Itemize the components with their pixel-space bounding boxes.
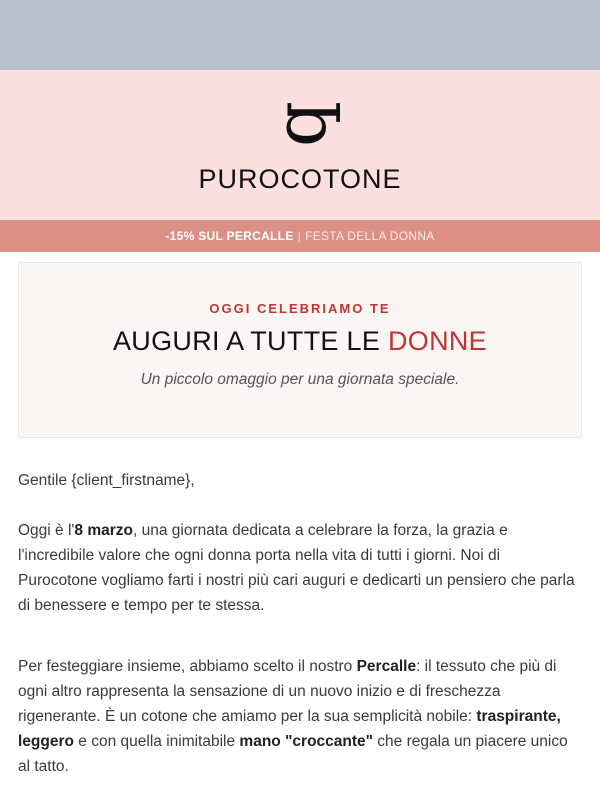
text: : il tessuto che più di ogni altro rappresenta la sensazione di un nuovo inizio e di freschezza rigenerante. È un cotone che amiamo per la sua semplicità nobile: <box>18 658 557 725</box>
product-highlight: Percalle <box>356 658 417 675</box>
hero-title <box>113 326 487 357</box>
paragraph-intro <box>18 518 582 618</box>
text: Per festeggiare insieme, abbiamo scelto il nostro <box>18 658 357 675</box>
text: che regala un piacere unico al tatto. <box>18 733 568 775</box>
text: Oggi è l' <box>18 522 75 539</box>
greeting: Gentile {client_firstname}, <box>18 472 195 489</box>
promo-occasion: FESTA DELLA DONNA <box>305 229 435 243</box>
date-highlight: 8 marzo <box>74 522 133 539</box>
top-bar <box>0 0 600 70</box>
hero-subtitle: Un piccolo omaggio per una giornata speciale. <box>140 371 460 388</box>
hero-title-accent: DONNE <box>387 326 487 356</box>
paragraph-percalle <box>18 654 582 779</box>
hero-title-main: AUGURI A TUTTE LE <box>113 326 381 356</box>
hero-eyebrow: OGGI CELEBRIAMO TE <box>209 301 391 316</box>
feature-highlight: traspirante, leggero <box>18 708 561 750</box>
email-body <box>0 468 600 779</box>
text: , una giornata dedicata a celebrare la forza, la grazia e l'incredibile valore che ogni donna porta nella vita di tutti i giorni. Noi di Purocotone vogliamo farti i nostri più cari auguri e dedicarti un pensiero che parla di benessere e tempo per te stessa. <box>18 522 575 614</box>
brand-name[interactable]: PUROCOTONE <box>198 164 402 194</box>
promo-banner[interactable] <box>0 220 600 252</box>
brand-logo-icon[interactable] <box>260 94 340 154</box>
promo-separator: | <box>297 229 302 243</box>
feature-highlight: mano "croccante" <box>239 733 373 750</box>
promo-offer: -15% SUL PERCALLE <box>165 229 294 243</box>
hero-card <box>18 262 582 438</box>
logo-glyph: p <box>258 100 342 148</box>
text: e con quella inimitabile <box>73 733 240 750</box>
email-header <box>0 70 600 220</box>
